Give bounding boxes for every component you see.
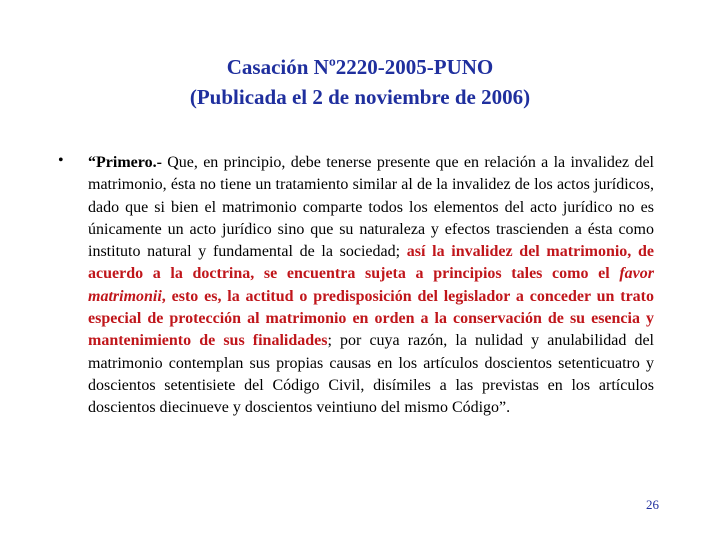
emphasis-text-2: , esto es, la actitud o predisposición del legislador a conceder un trato especial de protección al matrimonio en orden a la conservación de su esencia y mantenimiento de sus finalidades	[88, 287, 654, 350]
paragraph-text-1: Que, en principio, debe tenerse presente que en relación a la invalidez del matrimonio, ésta no tiene un tratamiento similar al de la invalidez de los actos jurídicos, dado que si bien el matrimonio comparte todos los elementos del acto jurídico no es únicamente un acto jurídico sino que su naturaleza y efectos trascienden a ésta como instituto natural y fundamental de la sociedad;	[88, 154, 654, 261]
bullet-paragraph	[88, 152, 654, 420]
emphasis-italic-term: favor matrimonii	[88, 265, 654, 305]
paragraph-text-2: ; por cuya razón, la nulidad y anulabilidad del matrimonio contemplan sus propias causas en los artículos doscientos setenticuatro y doscientos setentisiete del Código Civil, disímiles a las previstas en los artículos doscientos diecinueve y doscientos veintiuno del mismo Código”.	[88, 332, 655, 417]
paragraph-lead: “Primero.-	[88, 154, 162, 171]
title-line-publication: (Publicada el 2 de noviembre de 2006)	[189, 85, 531, 109]
page-number: 26	[646, 497, 659, 512]
title-line-case: Casación Nº2220-2005-PUNO	[226, 55, 494, 79]
bullet-icon: •	[58, 152, 64, 169]
emphasis-text-1: así la invalidez del matrimonio, de acuerdo a la doctrina, se encuentra sujeta a principios tales como el	[88, 243, 654, 283]
slide-title	[0, 52, 720, 112]
